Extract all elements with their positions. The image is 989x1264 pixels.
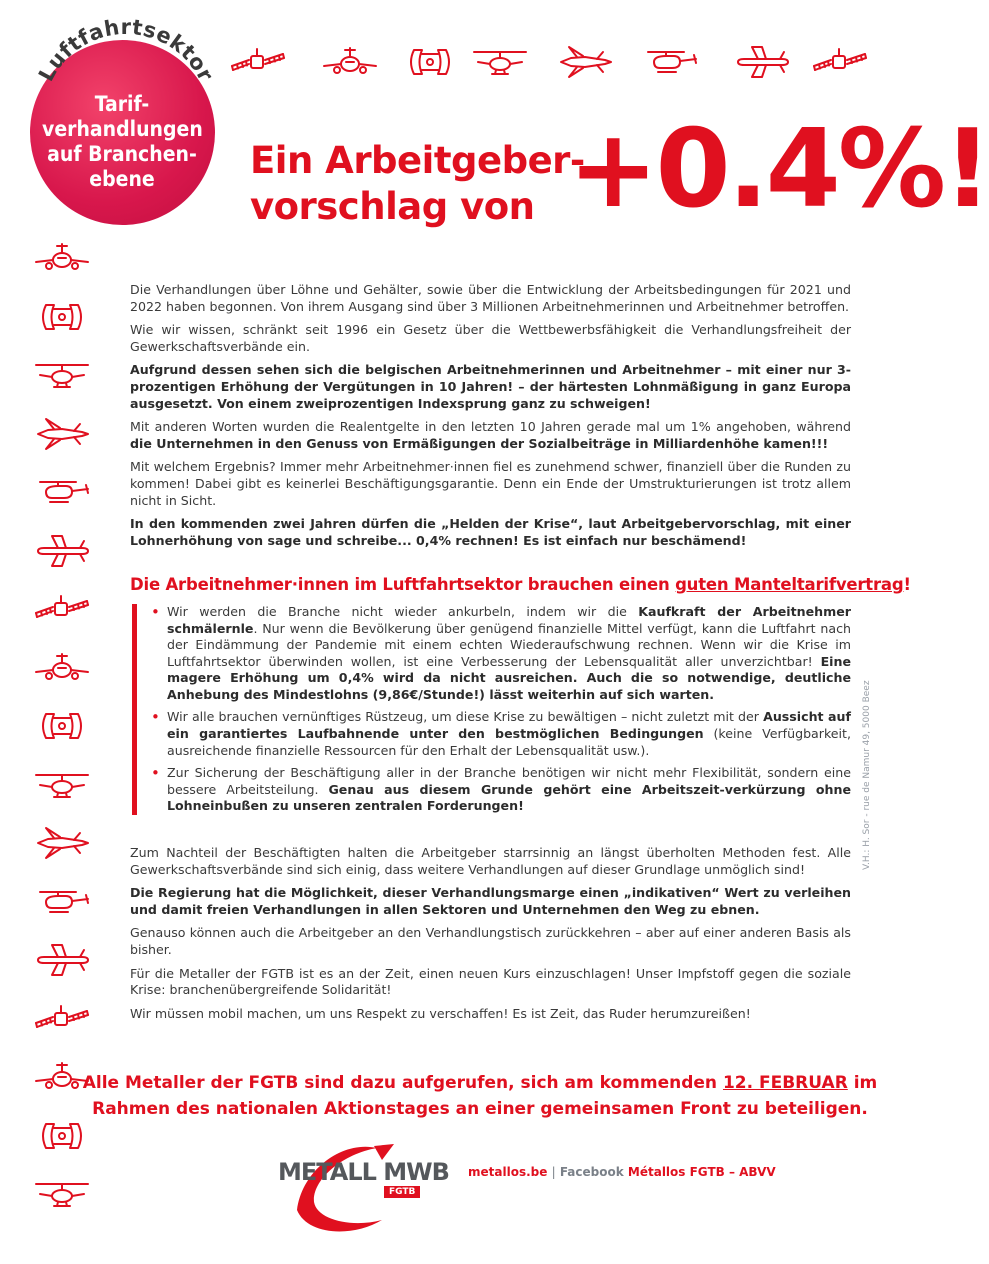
headline-line-1: Ein Arbeitgeber- xyxy=(250,139,585,182)
paragraph-4-bold: die Unternehmen in den Genuss von Ermäßigungen der Sozialbeiträge in Milliardenhöhe kamen!!! xyxy=(130,435,829,451)
engine-icon xyxy=(400,44,460,80)
subheading-pre: Die Arbeitnehmer·innen im Luftfahrtsektor brauchen einen xyxy=(130,575,676,595)
list-item xyxy=(151,765,851,815)
list-item xyxy=(151,604,851,704)
badge-text: Tarif- verhandlungen auf Branchen- ebene xyxy=(42,92,203,191)
footer-separator: | xyxy=(551,1165,556,1179)
satellite-icon xyxy=(228,44,288,80)
logo: METALL MWB xyxy=(278,1158,449,1186)
paragraph-11: Wir müssen mobil machen, um uns Respekt zu verschaffen! Es ist Zeit, das Ruder herumzureißen! xyxy=(130,1005,751,1021)
helicopter-side-icon xyxy=(32,884,92,920)
engine-icon xyxy=(32,299,92,335)
airliner-front-icon xyxy=(320,44,380,80)
airplane-icon xyxy=(32,533,92,569)
helicopter-icon xyxy=(32,767,92,803)
call-text: im xyxy=(847,1073,878,1093)
subheading-post: ! xyxy=(903,575,911,595)
paragraph-10: Für die Metaller der FGTB ist es an der Zeit, einen neuen Kurs einzuschlagen! Unser Impfstoff gegen die soziale Krise: branchenübergreifende Solidarität! xyxy=(130,965,851,998)
helicopter-icon xyxy=(470,44,530,80)
svg-text:Luftfahrtsektor xyxy=(34,16,218,85)
paragraph-3-bold: Aufgrund dessen sehen sich die belgischen Arbeitnehmerinnen und Arbeitnehmer – mit einer nur 3-prozentigen Erhöhung der Vergütungen in 10 Jahren! – der härtesten Lohnmäßigung in ganz Europa ausgesetzt. Von einem zweiprozentigen Indexsprung ganz zu schweigen! xyxy=(130,362,851,411)
helicopter-icon xyxy=(32,357,92,393)
bullet-text: (keine Verfügbarkeit, ausreichende finanzielle Ressourcen für den Erhalt der Lebensqualität usw.). xyxy=(167,726,851,758)
logo-fgtb: FGTB xyxy=(384,1186,420,1198)
demands-list xyxy=(132,604,851,815)
airplane-icon xyxy=(732,44,792,80)
paragraph-3 xyxy=(130,362,851,412)
subheading xyxy=(130,575,911,595)
paragraph-4-normal: Mit anderen Worten wurden die Realentgelte in den letzten 10 Jahren gerade mal um 1% angehoben, während xyxy=(130,419,851,435)
publisher-note xyxy=(862,640,876,870)
fighter-jet-icon xyxy=(555,44,615,80)
bullet-bold: Kaufkraft der Arbeitnehmer schmälernle xyxy=(167,603,851,636)
helicopter-side-icon xyxy=(640,44,700,80)
airliner-front-icon xyxy=(32,240,92,276)
headline-percentage: +0.4%! xyxy=(568,107,989,232)
airliner-front-icon xyxy=(32,650,92,686)
paragraph-1: Die Verhandlungen über Löhne und Gehälter, sowie über die Entwicklung der Arbeitsbedingungen für 2021 und 2022 haben begonnen. Von ihrem Ausgang sind über 3 Millionen Arbeitnehmerinnen und Arbeitnehmer betroffen. xyxy=(130,282,851,314)
paragraph-8-bold: Die Regierung hat die Möglichkeit, dieser Verhandlungsmarge einen „indikativen“ Wert zu verleihen und damit freien Verhandlungen in allen Sektoren und Unternehmen den Weg zu ebnen. xyxy=(130,885,851,917)
bullet-text: Wir werden die Branche nicht wieder ankurbeln, indem wir die xyxy=(167,603,639,619)
bullet-text: . Nur wenn die Bevölkerung über genügend finanzielle Mittel verfügt, kann die Luftfahrt nach der Eindämmung der Pandemie mit einem echten Wiederaufschwung rechnen. Wenn wir die Krise im Luftfahrtsektor überwinden wollen, ist eine Verbesserung der Lebensqualität aller unverzichtbar! xyxy=(167,620,851,669)
publisher-note-text: V.H.: H. Sor - rue de Namur 49, 5000 Beez xyxy=(862,680,872,870)
paragraph-5: Mit welchem Ergebnis? Immer mehr Arbeitnehmer·innen fiel es zunehmend schwer, finanziell über die Runden zu kommen! Dabei gibt es keinerlei Beschäftigungsgarantie. Denn ein Ende der Umstrukturierungen ist trotz allem nicht in Sicht. xyxy=(130,459,851,508)
paragraph-8 xyxy=(130,885,851,918)
website-link[interactable]: metallos.be xyxy=(468,1165,548,1179)
subheading-underlined: guten Manteltarifvertrag xyxy=(675,575,904,595)
call-date: 12. FEBRUAR xyxy=(722,1073,848,1093)
fighter-jet-icon xyxy=(32,416,92,452)
paragraph-6-bold: In den kommenden zwei Jahren dürfen die „Helden der Krise“, laut Arbeitgebervorschlag, mit einer Lohnerhöhung von sage und schreibe... 0,4% rechnen! Es ist einfach nur beschämend! xyxy=(130,516,851,548)
footer-links xyxy=(468,1165,776,1179)
paragraph-7: Zum Nachteil der Beschäftigten halten die Arbeitgeber starrsinnig an längst überholten Methoden fest. Alle Gewerkschaftsverbände sind sich einig, dass weitere Verhandlungen auf dieser Grundlage unmöglich sind! xyxy=(130,845,851,877)
paragraph-6 xyxy=(130,516,851,549)
satellite-icon xyxy=(32,1001,92,1037)
engine-icon xyxy=(32,1118,92,1154)
call-line-2: Rahmen des nationalen Aktionstages an einer gemeinsamen Front zu beteiligen. xyxy=(92,1099,868,1119)
list-item xyxy=(151,709,851,759)
bullet-bold: Aussicht auf ein garantiertes Laufbahnende unter den bestmöglichen Bedingungen xyxy=(167,709,851,742)
paragraph-4 xyxy=(130,419,851,452)
bullet-text: Zur Sicherung der Beschäftigung aller in der Branche benötigen wir nicht mehr Flexibilität, sondern eine bessere Arbeitsteilung. xyxy=(167,765,851,797)
bullet-text: Wir alle brauchen vernünftiges Rüstzeug, um diese Krise zu bewältigen – nicht zuletzt mit der xyxy=(167,709,764,725)
paragraph-9: Genauso können auch die Arbeitgeber an den Verhandlungstisch zurückkehren – aber auf einer anderen Basis als bisher. xyxy=(130,925,851,957)
satellite-icon xyxy=(32,591,92,627)
facebook-link[interactable]: Métallos FGTB – ABVV xyxy=(627,1165,776,1179)
paragraph-2: Wie wir wissen, schränkt seit 1996 ein Gesetz über die Wettbewerbsfähigkeit die Verhandlungsfreiheit der Gewerkschaftsverbände ein. xyxy=(130,322,851,354)
airplane-icon xyxy=(32,942,92,978)
call-text: Alle Metaller der FGTB sind dazu aufgerufen, sich am kommenden xyxy=(82,1073,723,1093)
satellite-icon xyxy=(810,44,870,80)
facebook-label: Facebook xyxy=(559,1165,624,1179)
engine-icon xyxy=(32,708,92,744)
fighter-jet-icon xyxy=(32,825,92,861)
bullet-bold: Eine magere Erhöhung um 0,4% wird da nicht ausreichen. Auch die so notwendige, deutliche Anhebung des Mindestlohns (9,86€/Stunde!) lässt weiterhin auf sich warten. xyxy=(167,653,851,702)
call-to-action xyxy=(60,1070,900,1122)
bullet-bold: Genau aus diesem Grunde gehört eine Arbeitszeit-verkürzung ohne Lohneinbußen zu unseren zentralen Forderungen! xyxy=(167,781,851,814)
badge-arc-text: Luftfahrtsektor xyxy=(33,16,219,86)
headline-line-2: vorschlag von xyxy=(250,185,535,228)
helicopter-icon xyxy=(32,1176,92,1212)
headline xyxy=(250,138,585,230)
call-line-1 xyxy=(60,1070,900,1096)
helicopter-side-icon xyxy=(32,474,92,510)
